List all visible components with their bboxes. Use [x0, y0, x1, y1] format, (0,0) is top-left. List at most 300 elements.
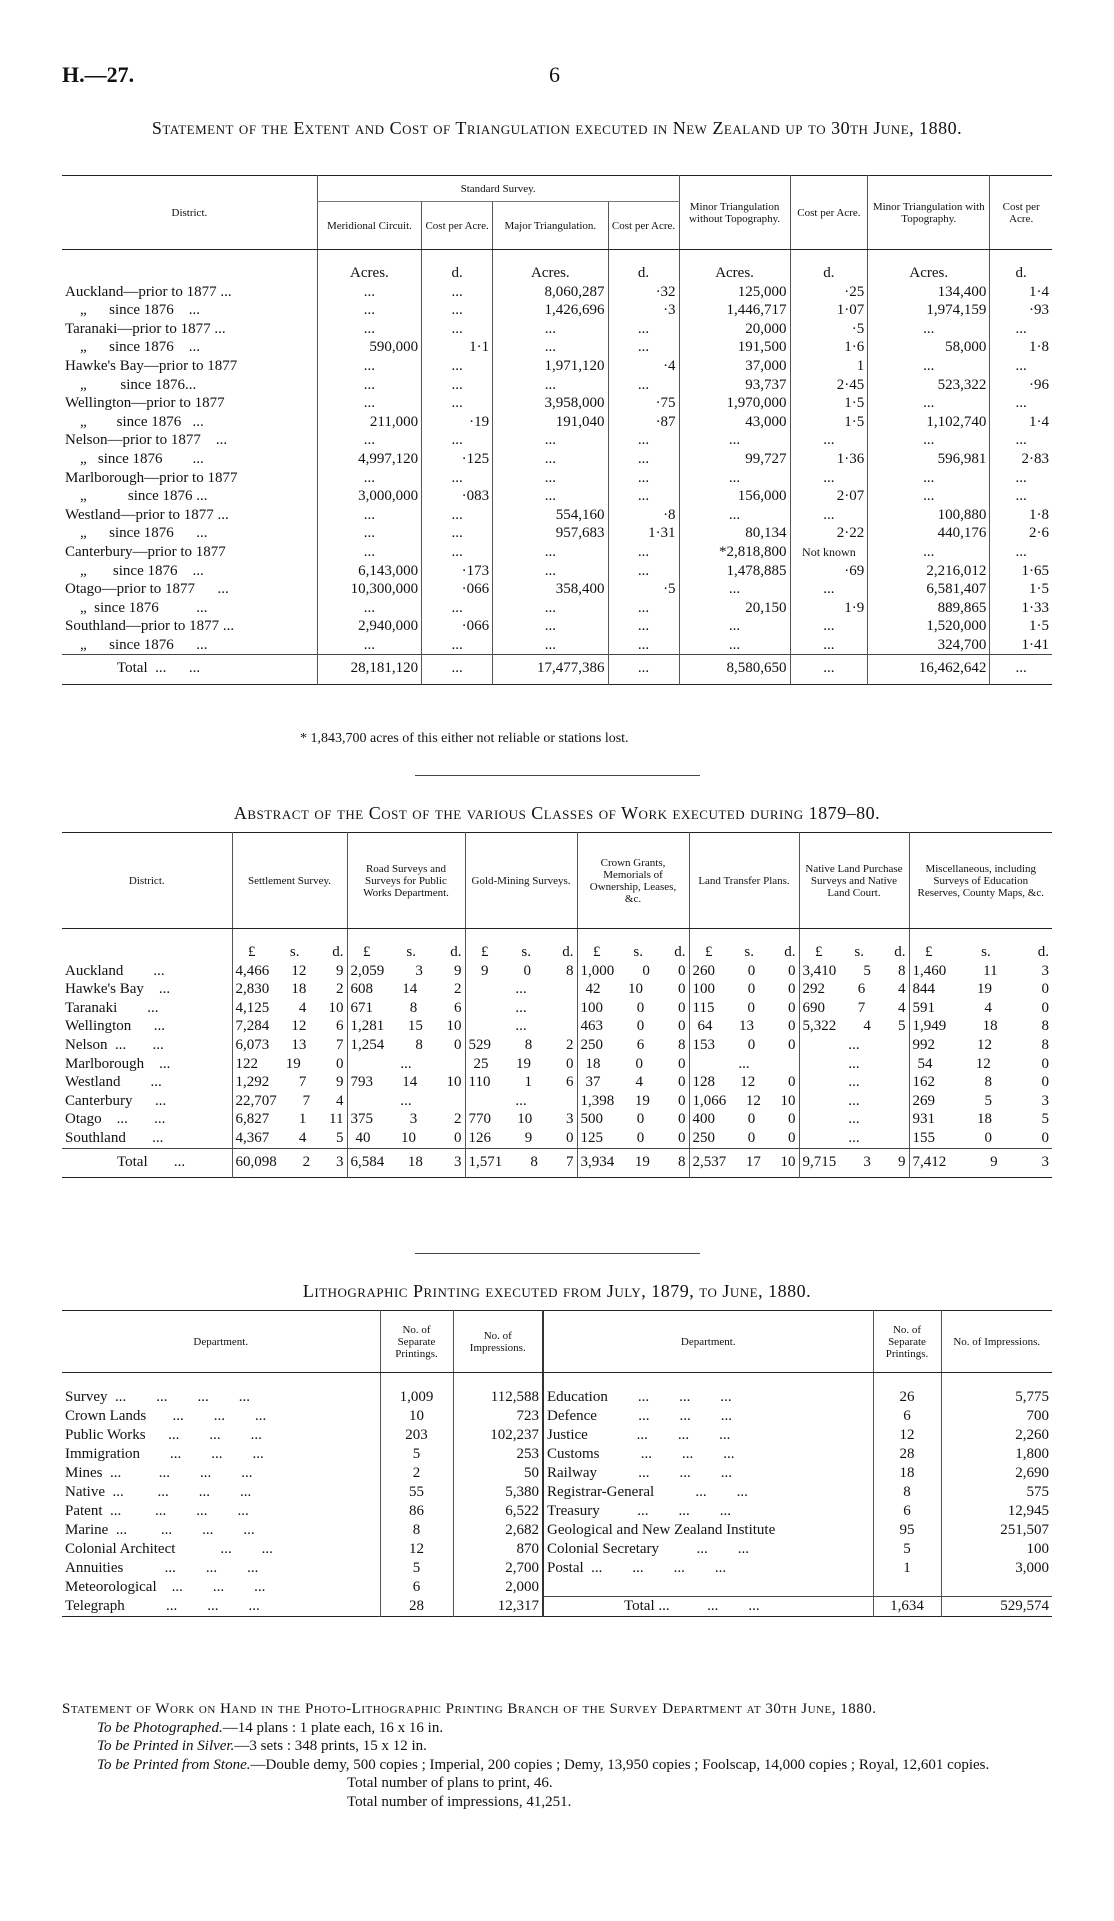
unit-label: d.: [784, 944, 796, 960]
tri-value: 3,958,000: [493, 394, 608, 413]
lsd-amount: [351, 1017, 462, 1036]
tri-value: ...: [790, 506, 868, 525]
abs-amount: [909, 1017, 1052, 1036]
tri-value: ...: [679, 580, 790, 599]
tri-row: [62, 617, 1052, 636]
litho-row: [62, 1502, 1052, 1521]
litho-value: 8: [380, 1521, 453, 1540]
litho-value: 253: [453, 1445, 543, 1464]
tri-value: ...: [868, 320, 990, 339]
abs-amount: [799, 1110, 909, 1129]
lsd-amount: [693, 1129, 796, 1148]
lsd-amount: [803, 980, 906, 999]
unit-label: s.: [981, 944, 991, 960]
tri-row: [62, 283, 1052, 302]
tri-value: ·173: [422, 562, 493, 581]
tri-value: ...: [608, 431, 679, 450]
lsd-amount: [351, 1036, 462, 1055]
amount-pence: 0: [336, 1055, 344, 1072]
amount-pounds: 260: [692, 962, 715, 979]
litho-value: 12,317: [453, 1597, 543, 1617]
amount-pounds: ...: [738, 1055, 750, 1072]
abs-amount: [909, 1129, 1052, 1148]
tri-value: ·25: [790, 283, 868, 302]
litho-title: Lithographic Printing executed from July, 1879, to June, 1880.: [302, 1281, 812, 1301]
abs-amount: [799, 999, 909, 1018]
lsd-units: [351, 943, 462, 962]
litho-header-department-2: Department.: [543, 1311, 873, 1373]
tri-value: 1,102,740: [868, 413, 990, 432]
tri-value: ...: [790, 580, 868, 599]
triangulation-body: [62, 250, 1052, 685]
lsd-amount: [913, 1092, 1050, 1111]
tri-value: ...: [317, 599, 421, 618]
tri-value: 125,000: [679, 283, 790, 302]
tri-value: 358,400: [493, 580, 608, 599]
tri-row: [62, 506, 1052, 525]
stone-text: —Double demy, 500 copies ; Imperial, 200 copies ; Demy, 13,950 copies ; Foolscap, 14,000 copies ; Royal, 12,601 copies.: [250, 1756, 990, 1773]
amount-pounds: 9: [481, 962, 489, 979]
tri-row: [62, 357, 1052, 376]
abs-total-row: [62, 1148, 1052, 1178]
tri-value: ·5: [790, 320, 868, 339]
tri-value: ...: [868, 431, 990, 450]
amount-pounds: 292: [802, 981, 825, 998]
litho-value: 12: [380, 1540, 453, 1559]
amount-pence: 8: [898, 962, 906, 979]
tri-value: 1·8: [990, 338, 1052, 357]
tri-value: *2,818,800: [679, 543, 790, 562]
amount-shillings: 10: [401, 1129, 416, 1146]
abs-amount: [799, 1092, 909, 1111]
tri-district: „ since 1876 ...: [65, 525, 208, 542]
tri-value: ...: [608, 636, 679, 655]
amount-pounds: 37: [585, 1074, 601, 1091]
abs-amount: [465, 1036, 577, 1055]
tri-district: Marlborough—prior to 1877: [65, 469, 238, 486]
abs-district: Southland ...: [65, 1129, 164, 1146]
amount-pounds: 25: [473, 1055, 489, 1072]
amount-pounds: ...: [400, 1055, 412, 1072]
abs-row: [62, 1017, 1052, 1036]
amount-shillings: 5: [863, 962, 871, 979]
amount-pounds: 1,254: [350, 1036, 385, 1053]
lsd-units: [803, 943, 906, 962]
litho-department: Patent ... ... ... ...: [65, 1502, 249, 1519]
tri-district: Auckland—prior to 1877 ...: [65, 283, 232, 300]
amount-pence: 0: [1041, 999, 1049, 1016]
amount-shillings: 0: [984, 1129, 992, 1146]
tri-row: [62, 338, 1052, 357]
amount-pounds: 22,707: [235, 1092, 277, 1109]
tri-total-value: ...: [790, 655, 868, 685]
tri-value: 1·5: [790, 413, 868, 432]
tri-value: ...: [493, 543, 608, 562]
amount-shillings: 11: [983, 962, 998, 979]
tri-value: ...: [868, 543, 990, 562]
amount-pence: 0: [788, 981, 796, 998]
tri-district: „ since 1876 ...: [65, 488, 208, 505]
amount-pounds: 64: [697, 1018, 713, 1035]
tri-value: 4,997,120: [317, 450, 421, 469]
abs-amount: [799, 1129, 909, 1148]
abs-amount: [347, 962, 465, 981]
tri-value: 99,727: [679, 450, 790, 469]
silver-text: —3 sets : 348 prints, 15 x 12 in.: [234, 1738, 427, 1754]
amount-shillings: 12: [291, 962, 307, 979]
unit-cell: d.: [990, 250, 1052, 283]
lsd-amount: [693, 1036, 796, 1055]
photographed-label: To be Photographed.: [97, 1719, 223, 1736]
abs-amount: [689, 980, 799, 999]
litho-department: Colonial Architect ... ...: [65, 1540, 273, 1557]
tri-value: 100,880: [868, 506, 990, 525]
tri-row: [62, 562, 1052, 581]
tri-value: 1·5: [990, 580, 1052, 599]
tri-value: ...: [608, 469, 679, 488]
litho-department: Marine ... ... ... ...: [65, 1521, 255, 1538]
lsd-amount: [236, 1073, 344, 1092]
litho-value: 2,700: [453, 1559, 543, 1578]
amount-pounds: 40: [355, 1129, 371, 1146]
amount-shillings: 8: [409, 999, 418, 1016]
litho-value: 12,945: [941, 1502, 1052, 1521]
unit-cell: Acres.: [868, 250, 990, 283]
tri-value: ...: [790, 431, 868, 450]
amount-shillings: 0: [747, 1111, 756, 1128]
tri-district: Wellington—prior to 1877: [65, 395, 225, 412]
tri-header-minor-without: Minor Triangulation without Topography.: [679, 176, 790, 250]
amount-pounds: 100: [580, 999, 603, 1016]
triangulation-title: Statement of the Extent and Cost of Triangulation executed in New Zealand up to 30th June, 1880.: [151, 118, 963, 138]
tri-value: 1·6: [790, 338, 868, 357]
tri-value: ...: [608, 450, 679, 469]
lsd-amount: [581, 1073, 686, 1092]
tri-total-value: ...: [422, 655, 493, 685]
lsd-amount: [351, 1153, 462, 1172]
tri-value: ...: [422, 636, 493, 655]
tri-value: 2·07: [790, 487, 868, 506]
tri-row: [62, 413, 1052, 432]
tri-value: ·5: [608, 580, 679, 599]
lsd-amount: [581, 1055, 686, 1074]
amount-pounds: 770: [468, 1111, 491, 1128]
amount-pounds: 844: [912, 981, 935, 998]
lsd-amount: [693, 1110, 796, 1129]
tri-value: ...: [990, 357, 1052, 376]
lsd-amount: [581, 1110, 686, 1129]
litho-table: [62, 1310, 1052, 1617]
amount-shillings: 15: [407, 1018, 423, 1035]
amount-pence: 0: [788, 1074, 796, 1091]
litho-header-separate: No. of Separate Printings.: [380, 1311, 453, 1373]
amount-pounds: 3,410: [802, 962, 837, 979]
amount-shillings: 4: [298, 1129, 307, 1146]
abs-amount: [347, 1092, 465, 1111]
tri-value: 191,040: [493, 413, 608, 432]
lsd-amount: [803, 1153, 906, 1172]
amount-pounds: 125: [580, 1129, 603, 1146]
amount-shillings: 0: [636, 1018, 645, 1035]
amount-pence: 3: [1041, 1092, 1049, 1109]
amount-pounds: ...: [848, 1129, 860, 1146]
litho-value: 870: [453, 1540, 543, 1559]
litho-value: 575: [941, 1483, 1052, 1502]
lsd-amount: [581, 980, 686, 999]
tri-value: 1,971,120: [493, 357, 608, 376]
lsd-amount: [236, 1055, 344, 1074]
amount-shillings: 0: [747, 1129, 756, 1146]
amount-shillings: 1: [524, 1074, 532, 1091]
abs-amount: [799, 1148, 909, 1178]
tri-total-row: [62, 655, 1052, 685]
tri-value: 1·07: [790, 301, 868, 320]
amount-pence: 3: [336, 1153, 344, 1170]
unit-label: s.: [406, 944, 416, 960]
abs-header-land-transfer: Land Transfer Plans.: [689, 833, 799, 929]
abs-amount: [689, 1036, 799, 1055]
tri-value: 1,446,717: [679, 301, 790, 320]
tri-value: 1·31: [608, 524, 679, 543]
section-divider: [415, 1253, 700, 1254]
abstract-body: [62, 929, 1052, 1178]
tri-row: [62, 543, 1052, 562]
lsd-amount: [581, 1129, 686, 1148]
tri-value: ...: [679, 636, 790, 655]
abs-units-cell: [577, 929, 689, 962]
amount-pounds: 162: [912, 1074, 935, 1091]
amount-pounds: ...: [848, 1111, 860, 1128]
abs-units-cell: [232, 929, 347, 962]
amount-pence: 9: [454, 962, 462, 979]
litho-department: Native ... ... ... ...: [65, 1483, 252, 1500]
tri-value: 80,134: [679, 524, 790, 543]
amount-pounds: 1,949: [912, 1018, 947, 1035]
amount-shillings: 0: [636, 999, 645, 1016]
amount-pence: 7: [336, 1036, 344, 1053]
amount-pounds: 931: [912, 1111, 935, 1128]
amount-pence: 0: [1041, 1129, 1049, 1146]
tri-value: 1·65: [990, 562, 1052, 581]
unit-label: s.: [854, 944, 864, 960]
abs-amount: [689, 1148, 799, 1178]
amount-pence: 4: [898, 981, 906, 998]
amount-shillings: 0: [747, 1036, 756, 1053]
amount-pence: 0: [678, 1092, 686, 1109]
tri-district: „ since 1876 ...: [65, 562, 204, 579]
tri-header-cost2: Cost per Acre.: [608, 202, 679, 250]
litho-value: 95: [873, 1521, 941, 1540]
tri-district: Westland—prior to 1877 ...: [65, 506, 229, 523]
tri-value: ...: [679, 431, 790, 450]
tri-value: ·3: [608, 301, 679, 320]
abs-district: Auckland ...: [65, 962, 165, 979]
amount-pence: 0: [678, 1074, 686, 1091]
tri-value: ·066: [422, 617, 493, 636]
tri-value: ...: [868, 357, 990, 376]
amount-pounds: 690: [802, 999, 825, 1016]
amount-shillings: 19: [634, 1092, 650, 1109]
work-statement: [62, 1700, 1052, 1811]
abs-amount: [909, 1055, 1052, 1074]
amount-shillings: 14: [402, 1074, 418, 1091]
tri-header-cost3: Cost per Acre.: [790, 176, 868, 250]
photographed-text: —14 plans : 1 plate each, 16 x 16 in.: [222, 1719, 444, 1736]
amount-shillings: 18: [982, 1018, 998, 1035]
tri-value: ...: [493, 562, 608, 581]
amount-shillings: 19: [516, 1055, 531, 1072]
amount-pence: 2: [454, 1111, 462, 1128]
tri-value: ...: [493, 469, 608, 488]
amount-shillings: 18: [977, 1111, 992, 1128]
amount-pence: 0: [788, 1018, 796, 1035]
abs-amount: [232, 1110, 347, 1129]
tri-value: 20,150: [679, 599, 790, 618]
abs-amount: [577, 1129, 689, 1148]
litho-row: [62, 1540, 1052, 1559]
abs-amount: [799, 962, 909, 981]
litho-value: 5: [380, 1445, 453, 1464]
tri-district: „ since 1876 ...: [65, 413, 204, 430]
amount-shillings: 12: [745, 1092, 761, 1109]
amount-shillings: 0: [747, 981, 756, 998]
tri-value: ...: [608, 562, 679, 581]
amount-pounds: ...: [848, 1055, 860, 1072]
tri-value: ·066: [422, 580, 493, 599]
tri-value: ·8: [608, 506, 679, 525]
tri-value: 2·45: [790, 376, 868, 395]
abs-amount: [909, 962, 1052, 981]
silver-label: To be Printed in Silver.: [97, 1738, 235, 1754]
litho-empty: [941, 1578, 1052, 1597]
litho-row: [62, 1464, 1052, 1483]
lsd-amount: [913, 1110, 1050, 1129]
tri-value: ...: [990, 487, 1052, 506]
amount-pence: 3: [566, 1111, 574, 1128]
amount-pounds: 122: [235, 1055, 258, 1072]
abs-units-cell: [909, 929, 1052, 962]
amount-pounds: 4,367: [235, 1129, 270, 1146]
tri-value: ·87: [608, 413, 679, 432]
lsd-units: [469, 943, 574, 962]
tri-value: ...: [422, 524, 493, 543]
abs-amount: [232, 962, 347, 981]
amount-pence: 8: [1041, 1018, 1049, 1035]
tri-total-value: 17,477,386: [493, 655, 608, 685]
abs-units-cell: [799, 929, 909, 962]
amount-shillings: 9: [990, 1153, 998, 1170]
abs-row: [62, 1092, 1052, 1111]
tri-value: 957,683: [493, 524, 608, 543]
amount-pounds: 115: [692, 999, 715, 1016]
abs-amount: [689, 1017, 799, 1036]
lsd-amount: [581, 999, 686, 1018]
tri-value: ...: [608, 338, 679, 357]
tri-value: 1·33: [990, 599, 1052, 618]
amount-pounds: ...: [848, 1074, 860, 1091]
amount-pence: 11: [329, 1111, 344, 1128]
tri-value: ·4: [608, 357, 679, 376]
unit-label: s.: [521, 944, 531, 960]
unit-label: £: [481, 944, 489, 960]
abs-amount: [232, 1055, 347, 1074]
tri-district: „ since 1876 ...: [65, 302, 200, 319]
litho-row: [62, 1597, 1052, 1617]
abs-amount: [799, 980, 909, 999]
lsd-amount: [351, 962, 462, 981]
amount-pounds: 3,934: [580, 1153, 615, 1170]
tri-value: 58,000: [868, 338, 990, 357]
amount-shillings: 18: [291, 981, 307, 998]
litho-row: [62, 1445, 1052, 1464]
lsd-amount: [803, 999, 906, 1018]
abs-amount: [577, 1110, 689, 1129]
amount-shillings: 0: [747, 999, 755, 1016]
amount-pounds: 250: [580, 1036, 603, 1053]
amount-shillings: 8: [530, 1153, 538, 1170]
lsd-amount: [693, 999, 796, 1018]
tri-value: ...: [868, 469, 990, 488]
tri-value: ...: [990, 431, 1052, 450]
abstract-title: Abstract of the Cost of the various Classes of Work executed during 1879–80.: [233, 803, 881, 823]
tri-row: [62, 394, 1052, 413]
lsd-amount: [469, 1055, 574, 1074]
abs-amount: [689, 962, 799, 981]
litho-value: 102,237: [453, 1426, 543, 1445]
tri-row: [62, 450, 1052, 469]
tri-value: ...: [608, 599, 679, 618]
abs-amount: [232, 1073, 347, 1092]
lsd-amount: [693, 1073, 796, 1092]
tri-value: ...: [493, 617, 608, 636]
amount-pounds: 4,466: [235, 962, 270, 979]
unit-cell: d.: [608, 250, 679, 283]
tri-value: ...: [679, 506, 790, 525]
litho-total-value: 529,574: [941, 1597, 1052, 1617]
amount-pounds: 54: [917, 1055, 933, 1072]
tri-total-value: ...: [608, 655, 679, 685]
lsd-amount: [236, 1153, 344, 1172]
tri-value: ...: [679, 617, 790, 636]
amount-pence: 0: [678, 999, 686, 1016]
amount-pence: 0: [454, 1036, 462, 1053]
litho-value: 100: [941, 1540, 1052, 1559]
amount-pounds: ...: [400, 1092, 412, 1109]
amount-pence: 5: [898, 1018, 906, 1035]
litho-department: Telegraph ... ... ...: [65, 1597, 260, 1614]
tri-value: ·083: [422, 487, 493, 506]
litho-total-label: Total ... ... ...: [543, 1597, 873, 1617]
litho-value: 28: [380, 1597, 453, 1617]
amount-pounds: 100: [692, 981, 715, 998]
lsd-amount: [803, 1017, 906, 1036]
unit-label: £: [593, 944, 601, 960]
litho-department: Postal ... ... ... ...: [543, 1559, 873, 1578]
lsd-amount: [693, 1017, 796, 1036]
amount-shillings: 3: [409, 1111, 418, 1128]
amount-pounds: 1,000: [580, 962, 615, 979]
abs-amount: [577, 962, 689, 981]
lsd-amount: [469, 1036, 574, 1055]
lsd-amount: [913, 1036, 1050, 1055]
tri-value: ...: [493, 376, 608, 395]
unit-label: d.: [894, 944, 906, 960]
page-code: H.—27.: [62, 62, 135, 87]
work-photographed: [62, 1719, 1052, 1738]
tri-value: 1,478,885: [679, 562, 790, 581]
litho-value: 12: [873, 1426, 941, 1445]
unit-label: s.: [289, 944, 300, 960]
